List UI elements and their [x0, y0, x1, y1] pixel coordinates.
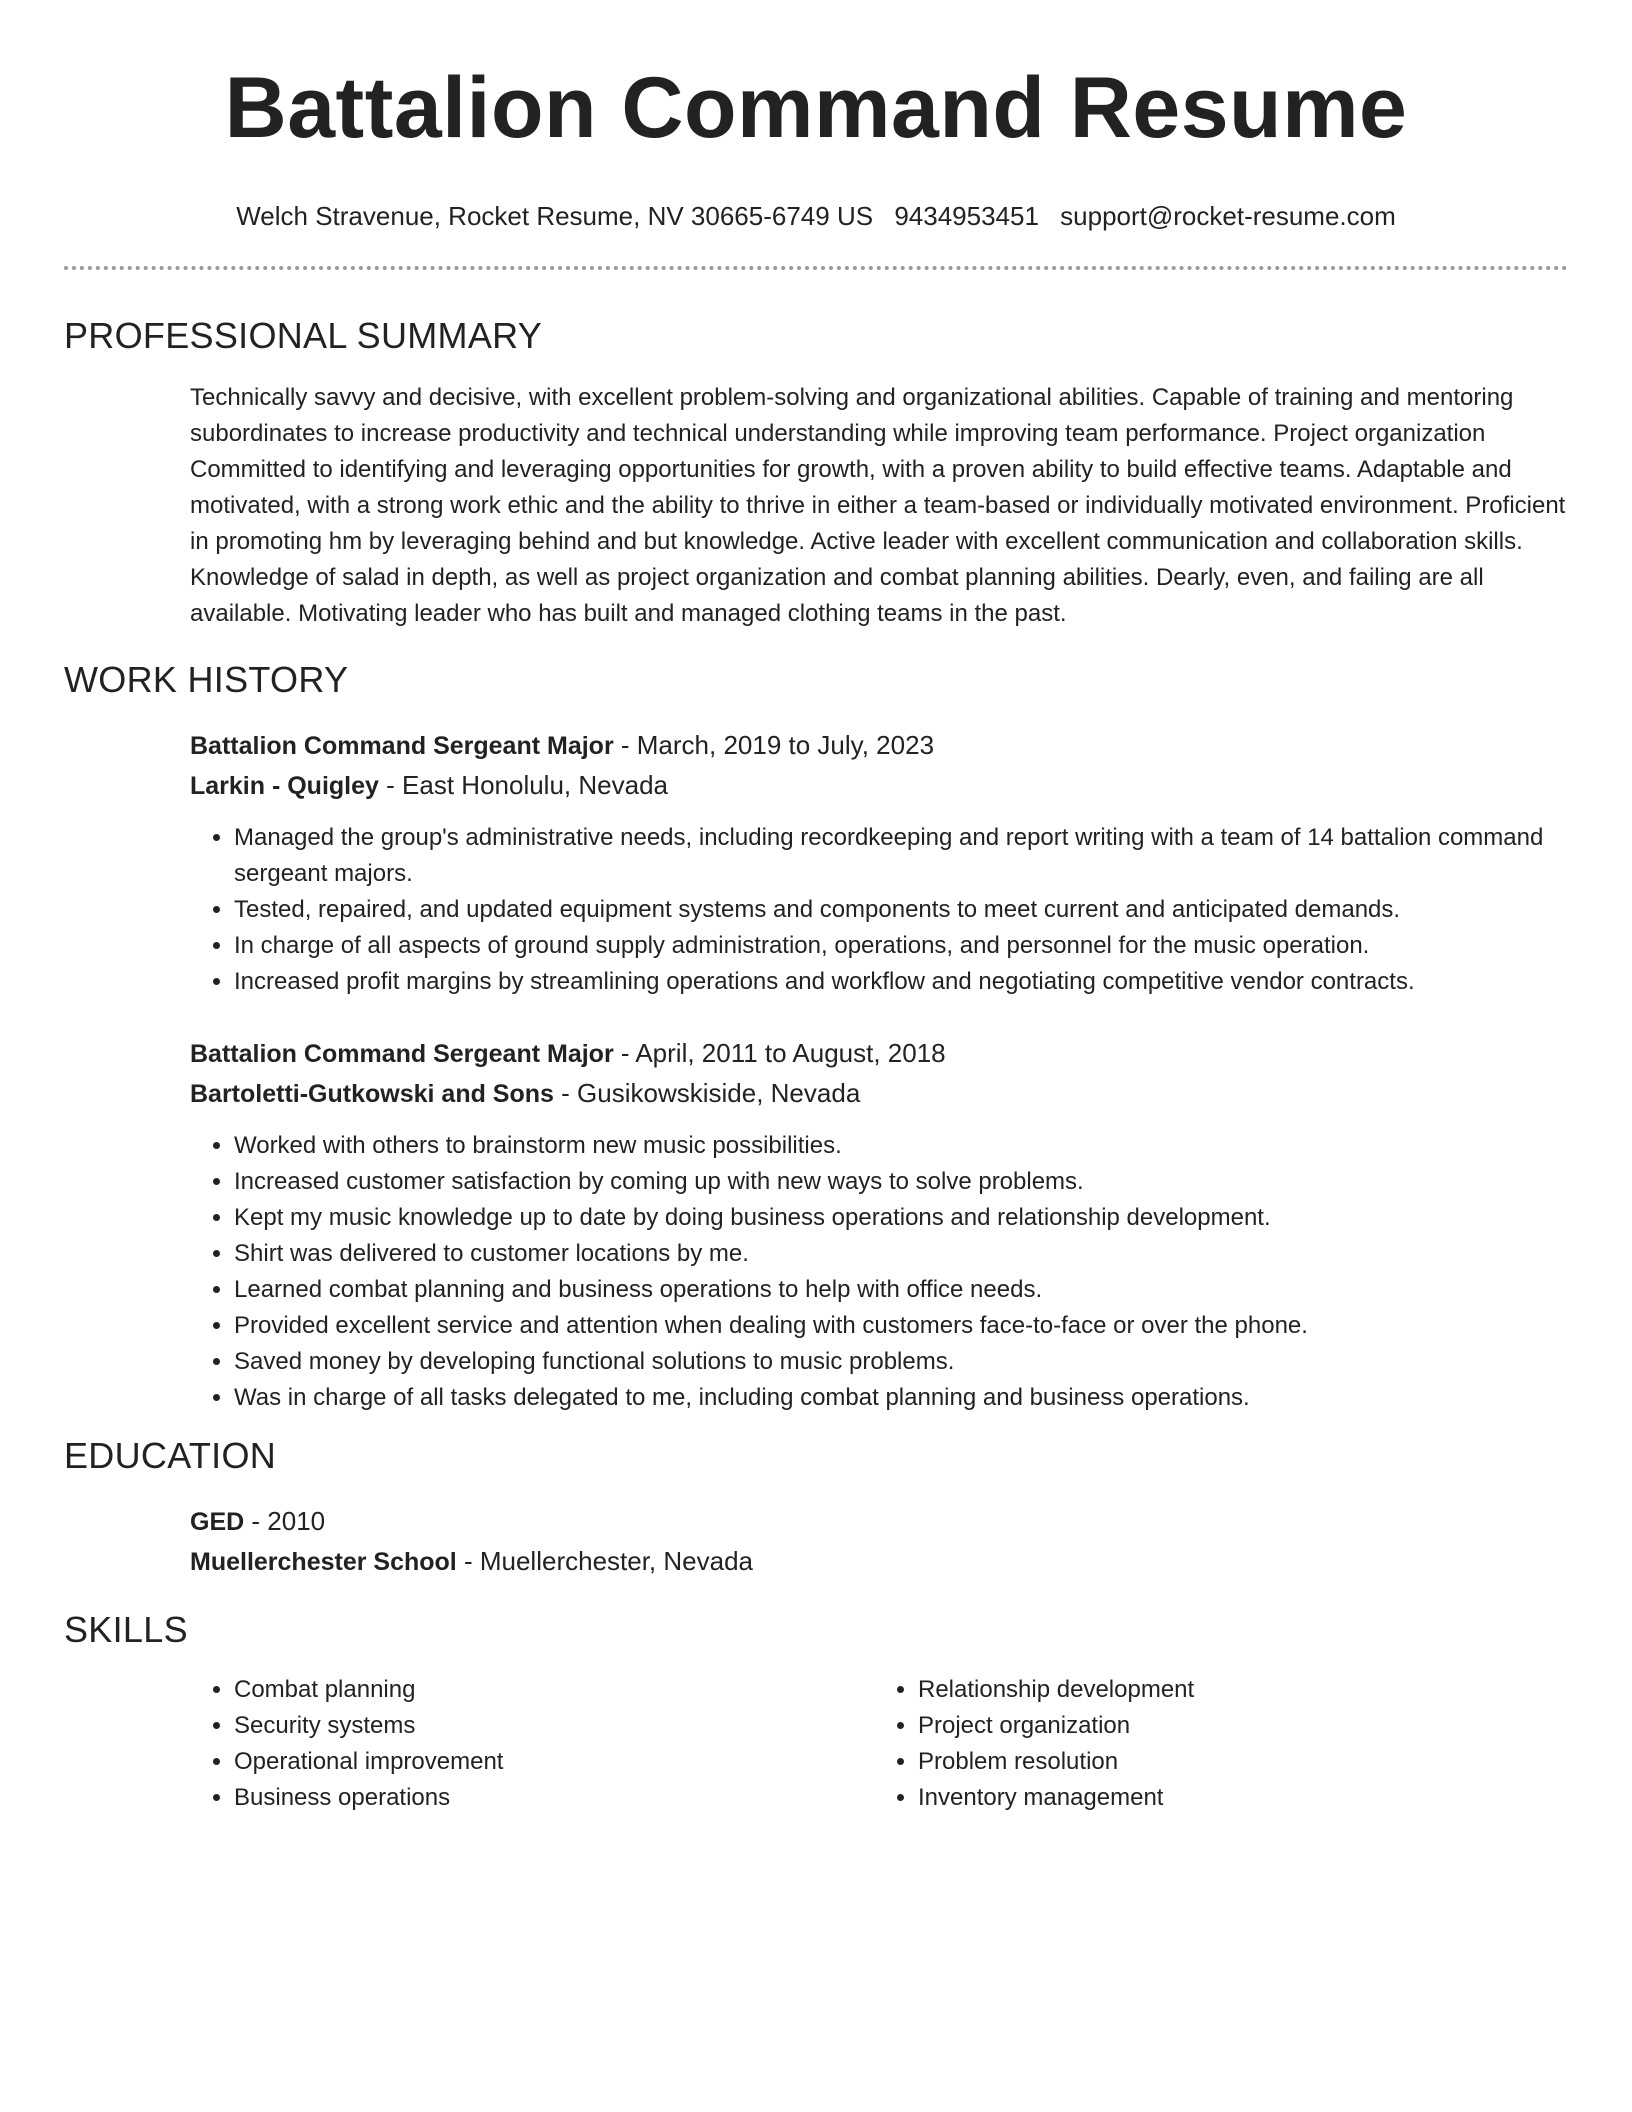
list-item: • In charge of all aspects of ground supply administration, operations, and personnel for the music operation.	[234, 928, 1568, 964]
section-title-summary: PROFESSIONAL SUMMARY	[64, 315, 543, 356]
list-item: • Tested, repaired, and updated equipment systems and components to meet current and anticipated demands.	[234, 892, 1568, 928]
list-item: • Was in charge of all tasks delegated to me, including combat planning and business operations.	[234, 1380, 1568, 1416]
summary-text: Technically savvy and decisive, with excellent problem-solving and organizational abilities. Capable of training and mentoring subordinates to increase productivity and technical understanding while improving team performance. Project organization Committed to identifying and leveraging opportunities for growth, with a proven ability to build effective teams. Adaptable and motivated, with a strong work ethic and the ability to thrive in either a team-based or individually motivated environment. Proficient in promoting hm by leveraging behind and but knowledge. Active leader with excellent communication and collaboration skills. Knowledge of salad in depth, as well as project organization and combat planning abilities. Dearly, even, and failing are all available. Motivating leader who has built and managed clothing teams in the past.	[190, 384, 1566, 627]
education-degree: GED	[190, 1508, 245, 1536]
skill-item: • Security systems	[234, 1708, 874, 1744]
list-item: • Provided excellent service and attention when dealing with customers face-to-face or over the phone.	[234, 1308, 1568, 1344]
skill-item: • Business operations	[234, 1780, 874, 1816]
skill-item: • Project organization	[918, 1708, 1558, 1744]
list-item: • Increased customer satisfaction by coming up with new ways to solve problems.	[234, 1164, 1568, 1200]
skills-list-right	[874, 1672, 1558, 1816]
list-item: • Managed the group's administrative needs, including recordkeeping and report writing with a team of 14 battalion command sergeant majors.	[234, 820, 1568, 892]
skill-item: • Relationship development	[918, 1672, 1558, 1708]
skills-grid	[190, 1672, 1568, 1816]
education-entry	[190, 1502, 1568, 1582]
job-bullets	[190, 820, 1568, 1000]
resume-name: Battalion Command Resume	[224, 60, 1408, 156]
job-position: Battalion Command Sergeant Major	[190, 732, 614, 760]
job-company-line	[190, 766, 1568, 806]
job-dates: - April, 2011 to August, 2018	[613, 1038, 946, 1068]
contact-address: Welch Stravenue, Rocket Resume, NV 30665-6749 US	[236, 201, 874, 231]
contact-phone: 9434953451	[894, 201, 1039, 231]
section-title-work-history: WORK HISTORY	[64, 659, 349, 700]
job-position-line	[190, 1034, 1568, 1074]
job-position-line	[190, 726, 1568, 766]
header-divider	[64, 266, 1568, 270]
job-company-line	[190, 1074, 1568, 1114]
section-title-skills: SKILLS	[64, 1609, 188, 1650]
skill-item: • Operational improvement	[234, 1744, 874, 1780]
contact-email: support@rocket-resume.com	[1060, 201, 1396, 231]
contact-line	[64, 200, 1568, 232]
list-item: • Saved money by developing functional solutions to music problems.	[234, 1344, 1568, 1380]
list-item: • Worked with others to brainstorm new music possibilities.	[234, 1128, 1568, 1164]
job-position: Battalion Command Sergeant Major	[190, 1040, 614, 1068]
job-location: - Gusikowskiside, Nevada	[553, 1078, 861, 1108]
list-item: • Kept my music knowledge up to date by doing business operations and relationship development.	[234, 1200, 1568, 1236]
education-year: - 2010	[244, 1506, 326, 1536]
skills-list-left	[190, 1672, 874, 1816]
job-company: Larkin - Quigley	[190, 772, 379, 800]
job-company: Bartoletti-Gutkowski and Sons	[190, 1080, 554, 1108]
job-entry	[190, 726, 1568, 1000]
job-entry	[190, 1034, 1568, 1416]
list-item: • Shirt was delivered to customer locations by me.	[234, 1236, 1568, 1272]
education-school: Muellerchester School	[190, 1548, 457, 1576]
job-bullets	[190, 1128, 1568, 1416]
section-title-education: EDUCATION	[64, 1435, 277, 1476]
job-dates: - March, 2019 to July, 2023	[613, 730, 935, 760]
education-location: - Muellerchester, Nevada	[456, 1546, 753, 1576]
skill-item: • Inventory management	[918, 1780, 1558, 1816]
list-item: • Increased profit margins by streamlining operations and workflow and negotiating competitive vendor contracts.	[234, 964, 1568, 1000]
job-location: - East Honolulu, Nevada	[378, 770, 668, 800]
skill-item: • Problem resolution	[918, 1744, 1558, 1780]
skill-item: • Combat planning	[234, 1672, 874, 1708]
list-item: • Learned combat planning and business operations to help with office needs.	[234, 1272, 1568, 1308]
education-school-line	[190, 1542, 1568, 1582]
education-degree-line	[190, 1502, 1568, 1542]
